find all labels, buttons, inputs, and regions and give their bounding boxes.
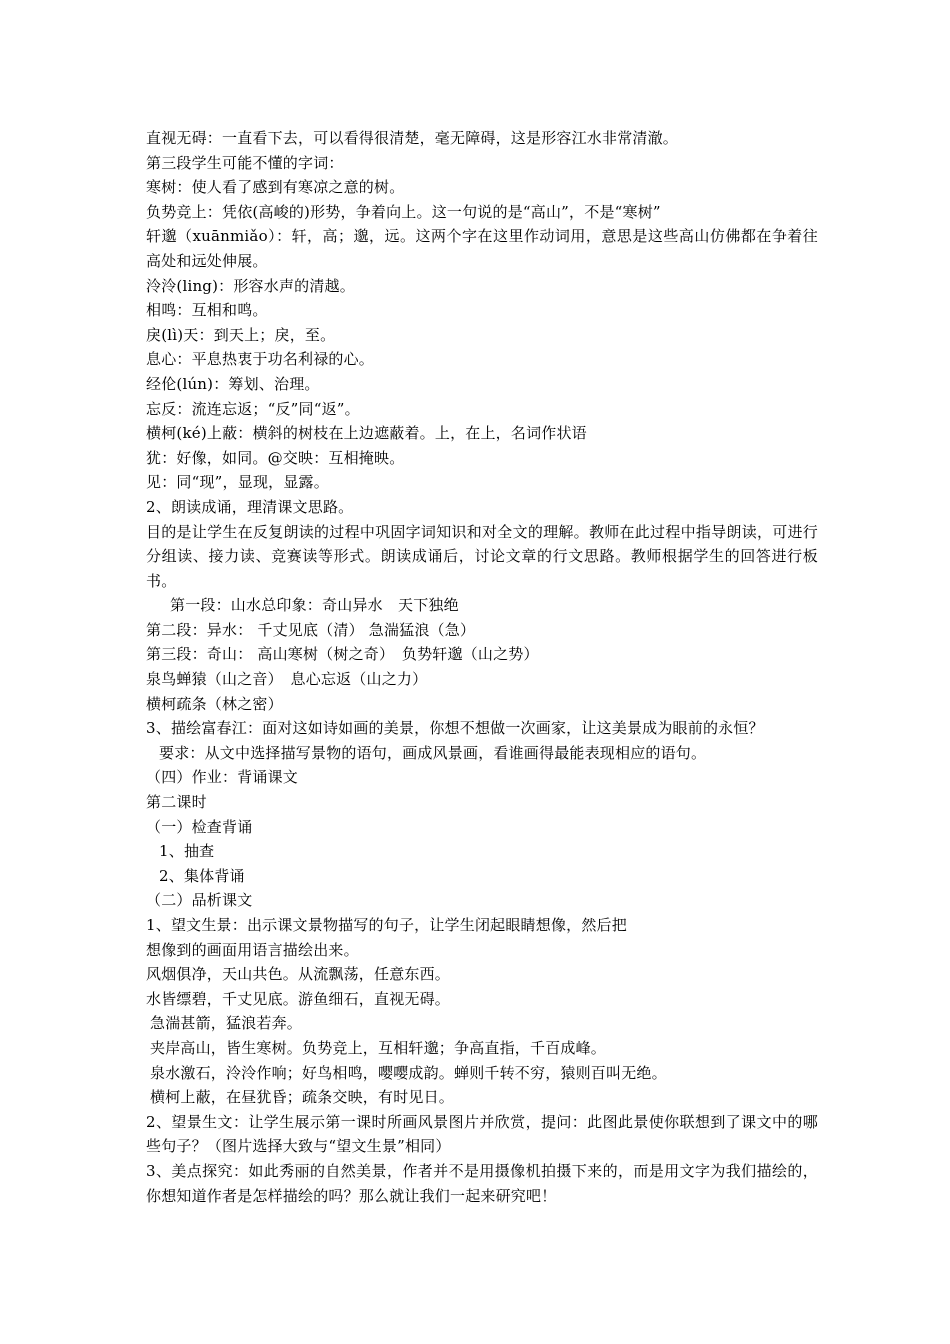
section-heading: 1、望文生景：出示课文景物描写的句子，让学生闭起眼睛想像，然后把 [146,916,627,934]
text-line: 寒树：使人看了感到有寒凉之意的树。 [146,178,405,197]
text-paragraph: 3、美点探究：如此秀丽的自然美景，作者并不是用摄像机拍摄下来的，而是用文字为我们描绘的，你想知道作者是怎样描绘的吗？那么就让我们一起来研究吧！ [146,1161,818,1205]
quote-line: 夹岸高山，皆生寒树。负势竞上，互相轩邈；争高直指，千百成峰。 [150,1038,607,1057]
list-item: 2、集体背诵 [159,866,245,885]
quote-line: 泉水激石，泠泠作响；好鸟相鸣，嘤嘤成韵。蝉则千转不穷，猿则百叫无绝。 [150,1063,667,1082]
text-line: 相鸣：互相和鸣。 [146,301,268,320]
section-heading: 3、描绘富春江：面对这如诗如画的美景，你想不想做一次画家，让这美景成为眼前的永恒？ [146,719,764,738]
quote-line: 横柯上蔽，在昼犹昏；疏条交映，有时见日。 [150,1088,455,1107]
outline-line: 泉鸟蝉猿（山之音） 息心忘返（山之力） [146,670,428,689]
text-line: 犹：好像，如同。@交映：互相掩映。 [146,448,405,467]
section-heading: （二）品析课文 [146,891,253,910]
text-line: 戾(lì)天：到天上；戾，至。 [146,325,336,344]
text-paragraph: 目的是让学生在反复朗读的过程中巩固字词知识和对全文的理解。教师在此过程中指导朗读，可进行分组读、接力读、竞赛读等形式。朗读成诵后，讨论文章的行文思路。教师根据学生的回答进行板书。 [146,522,818,590]
text-line: 第三段学生可能不懂的字词： [146,153,344,172]
outline-line: 横柯疏条（林之密） [146,694,283,713]
quote-line: 急湍甚箭，猛浪若奔。 [150,1014,303,1033]
text-paragraph: 轩邈（xuānmiǎo）：轩，高；邈，远。这两个字在这里作动词用，意思是这些高山仿佛都在争着往高处和远处伸展。 [146,227,818,270]
text-line: 负势竞上：凭依(高峻的)形势，争着向上。这一句说的是“高山”，不是“寒树” [146,202,661,221]
text-paragraph: 2、望景生文：让学生展示第一课时所画风景图片并欣赏，提问：此图此景使你联想到了课文中的哪些句子？（图片选择大致与“望文生景”相同） [146,1112,818,1156]
text-line: 直视无碍：一直看下去，可以看得很清楚，毫无障碍，这是形容江水非常清澈。 [146,129,679,147]
document-page [146,126,818,1208]
section-heading: （一）检查背诵 [146,817,253,836]
quote-line: 水皆缥碧，千丈见底。游鱼细石，直视无碍。 [146,989,451,1008]
text-line: 横柯(ké)上蔽：横斜的树枝在上边遮蔽着。上，在上，名词作状语 [146,424,587,443]
text-line: 息心：平息热衷于功名利禄的心。 [146,350,375,369]
section-heading: 2、朗读成诵，理清课文思路。 [146,497,354,516]
section-heading: （四）作业：背诵课文 [146,768,299,787]
outline-line: 第三段：奇山： 高山寒树（树之奇） 负势轩邈（山之势） [146,645,539,664]
list-item: 1、抽查 [159,842,215,861]
text-line: 忘反：流连忘返；“反”同“返”。 [146,399,360,418]
quote-line: 风烟俱净，天山共色。从流飘荡，任意东西。 [146,965,451,984]
text-line: 泠泠(ling)：形容水声的清越。 [146,276,355,295]
text-line: 想像到的画面用语言描绘出来。 [146,940,359,959]
outline-line: 第一段：山水总印象：奇山异水 天下独绝 [170,596,459,615]
section-heading: 第二课时 [146,793,207,812]
text-line: 要求：从文中选择描写景物的语句，画成风景画，看谁画得最能表现相应的语句。 [159,743,707,762]
text-line: 经伦(lún)：筹划、治理。 [146,374,320,393]
outline-line: 第二段：异水： 千丈见底（清） 急湍猛浪（急） [146,620,476,639]
text-line: 见：同“现”，显现，显露。 [146,473,329,492]
